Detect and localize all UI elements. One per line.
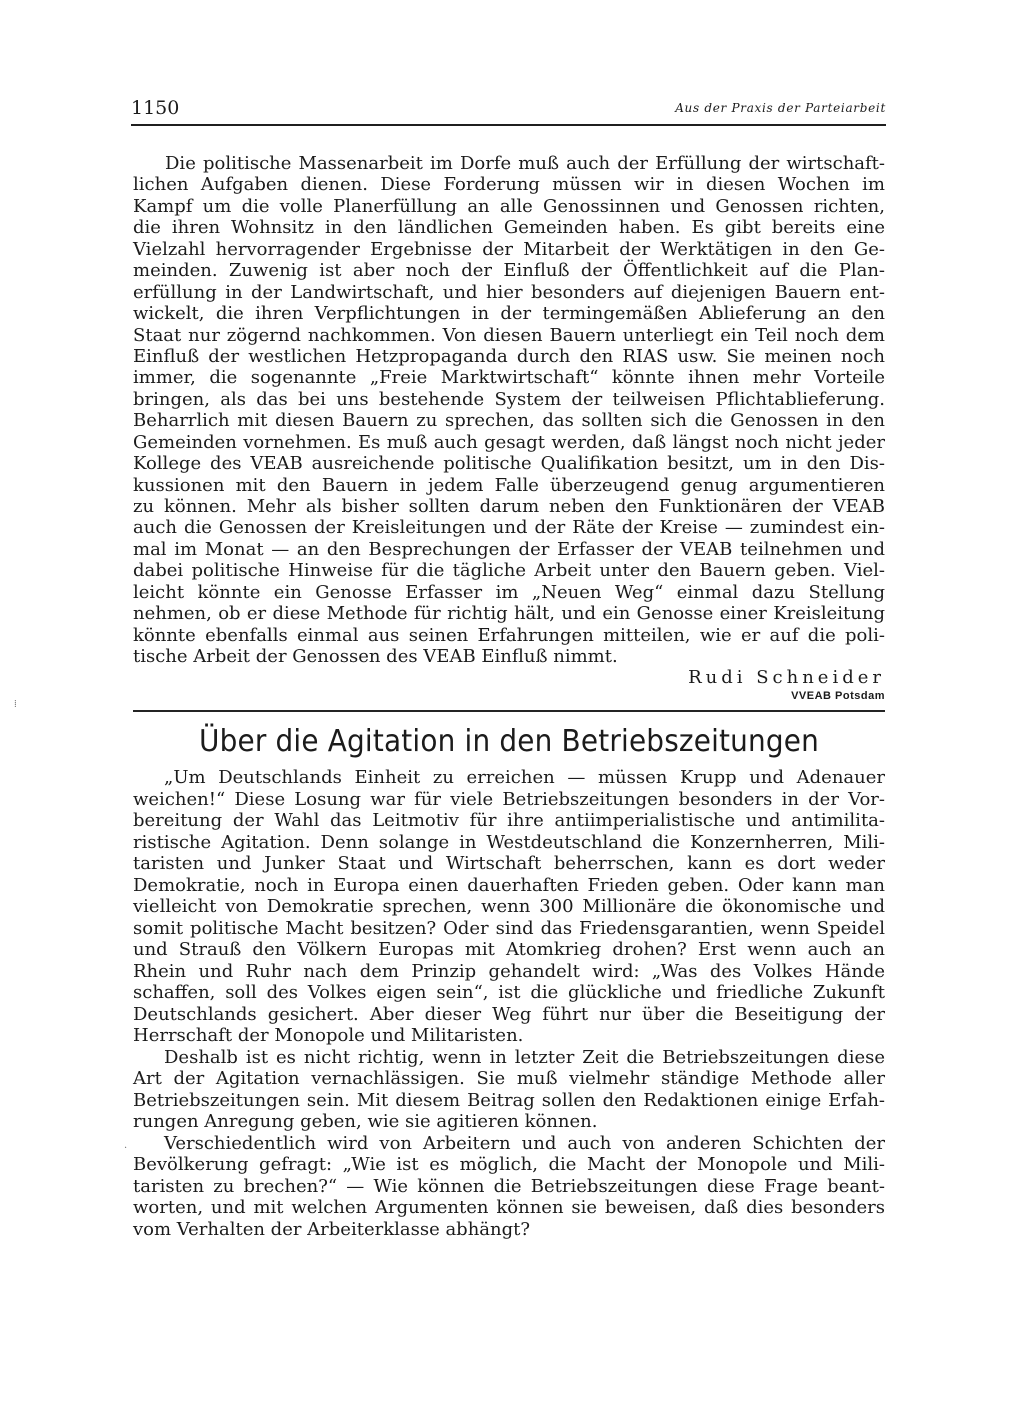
- paragraph-line: Art der Agitation vernachlässigen. Sie muß vielmehr ständige Methode aller: [133, 1068, 885, 1089]
- paragraph-line: Bevölkerung gefragt: „Wie ist es möglich, die Macht der Monopole und Mili-: [133, 1154, 885, 1175]
- paragraph-line: wickelt, die ihren Verpflichtungen in der termingemäßen Ablieferung an den: [133, 303, 885, 325]
- paragraph-line: Vielzahl hervorragender Ergebnisse der Mitarbeit der Werktätigen in den Ge-: [133, 238, 885, 260]
- paragraph-line: vielleicht von Demokratie sprechen, wenn 300 Millionäre die ökonomische und: [133, 896, 885, 917]
- paragraph-line: schaffen, soll des Volkes eigen sein“, ist die glückliche und friedliche Zukunft: [133, 982, 885, 1003]
- paragraph-line: meinden. Zuwenig ist aber noch der Einfluß der Öffentlichkeit auf die Plan-: [133, 260, 885, 282]
- section-divider: [133, 710, 885, 712]
- paragraph-line: kussionen mit den Bauern in jedem Falle überzeugend genug argumentieren: [133, 474, 885, 496]
- article-planerfuellung: [133, 153, 885, 668]
- paragraph-line: immer, die sogenannte „Freie Marktwirtschaft“ könnte ihnen mehr Vorteile: [133, 367, 885, 389]
- paragraph-line: auch die Genossen der Kreisleitungen und der Räte der Kreise — zumindest ein-: [133, 517, 885, 539]
- paragraph-line: Kampf um die volle Planerfüllung an alle Genossinnen und Genossen richten,: [133, 195, 885, 217]
- paragraph-line: leicht könnte ein Genosse Erfasser im „Neuen Weg“ einmal dazu Stellung: [133, 581, 885, 603]
- paragraph-line: bereitung der Wahl das Leitmotiv für ihre antiimperialistische und antimilita-: [133, 810, 885, 831]
- paragraph-line: Die politische Massenarbeit im Dorfe muß auch der Erfüllung der wirtschaft-: [165, 153, 885, 174]
- author-name: Rudi Schneider: [688, 667, 885, 688]
- paragraph-line: Kollege des VEAB ausreichende politische Qualifikation besitzt, um in den Dis-: [133, 453, 885, 475]
- paragraph-line: Verschiedentlich wird von Arbeitern und auch von anderen Schichten der: [164, 1132, 885, 1154]
- paragraph-line: Gemeinden vornehmen. Es muß auch gesagt werden, daß längst noch nicht jeder: [133, 431, 885, 453]
- paragraph-line: Einfluß der westlichen Hetzpropaganda durch den RIAS usw. Sie meinen noch: [133, 345, 885, 367]
- paragraph-line: dabei politische Hinweise für die tägliche Arbeit unter den Bauern geben. Viel-: [133, 560, 885, 582]
- paragraph-line: lichen Aufgaben dienen. Diese Forderung müssen wir in diesen Wochen im: [133, 174, 885, 196]
- article-headline: Über die Agitation in den Betriebszeitungen: [198, 724, 820, 759]
- page-number: 1150: [131, 97, 180, 119]
- paragraph-line: rungen Anregung geben, wie sie agitieren können.: [133, 1111, 598, 1132]
- paragraph-line: Herrschaft der Monopole und Militaristen.: [133, 1025, 524, 1046]
- paragraph-line: taristen zu brechen?“ — Wie können die Betriebszeitungen diese Frage beant-: [133, 1175, 885, 1197]
- paragraph-line: worten, und mit welchen Argumenten können sie beweisen, daß dies besonders: [133, 1197, 885, 1218]
- paragraph-line: und Strauß den Völkern Europas mit Atomkrieg drohen? Erst wenn auch an: [133, 939, 885, 960]
- paragraph-line: ristische Agitation. Denn solange in Westdeutschland die Konzernherren, Mili-: [133, 831, 885, 853]
- paragraph-line: könnte ebenfalls einmal aus seinen Erfahrungen mitteilen, wie er auf die poli-: [133, 624, 885, 646]
- paragraph-line: Rhein und Ruhr nach dem Prinzip gehandelt wird: „Was des Volkes Hände: [133, 960, 885, 982]
- paragraph-line: Demokratie, noch in Europa einen dauerhaften Frieden geben. Oder kann man: [133, 874, 885, 896]
- paragraph-line: nehmen, ob er diese Methode für richtig hält, und ein Genosse einer Kreisleitung: [133, 603, 885, 625]
- paragraph-line: taristen und Junker Staat und Wirtschaft beherrschen, kann es dort weder: [133, 853, 885, 874]
- paragraph-line: weichen!“ Diese Losung war für viele Betriebszeitungen besonders in der Vor-: [133, 788, 885, 810]
- paragraph-line: Deutschlands gesichert. Aber dieser Weg führt nur über die Beseitigung der: [133, 1003, 885, 1025]
- article-agitation: [133, 767, 885, 1240]
- paragraph-line: erfüllung in der Landwirtschaft, und hier besonders auf diejenigen Bauern ent-: [133, 281, 885, 303]
- paragraph-line: Beharrlich mit diesen Bauern zu sprechen, das sollten sich die Genossen in den: [133, 410, 885, 432]
- paragraph-line: die ihren Wohnsitz in den ländlichen Gemeinden haben. Es gibt bereits eine: [133, 217, 885, 239]
- scan-mark: ⁞: [14, 699, 17, 710]
- paragraph-line: Betriebszeitungen sein. Mit diesem Beitrag sollen den Redaktionen einige Erfah-: [133, 1089, 885, 1111]
- signature: [665, 667, 885, 704]
- paragraph-line: bringen, als das bei uns bestehende System der teilweisen Pflichtablieferung.: [133, 388, 885, 410]
- scan-mark: ·: [124, 1143, 128, 1154]
- paragraph-line: zu können. Mehr als bisher sollten darum neben den Funktionären der VEAB: [133, 496, 885, 517]
- paragraph-line: vom Verhalten der Arbeiterklasse abhängt?: [133, 1218, 531, 1240]
- running-head: Aus der Praxis der Parteiarbeit: [675, 101, 886, 115]
- paragraph-line: somit politische Macht besitzen? Oder sind das Friedensgarantien, wenn Speidel: [133, 917, 885, 939]
- paragraph-line: mal im Monat — an den Besprechungen der Erfasser der VEAB teilnehmen und: [133, 538, 885, 560]
- page-header: [131, 96, 886, 126]
- author-affiliation: VVEAB Potsdam: [791, 690, 885, 702]
- paragraph-line: Deshalb ist es nicht richtig, wenn in letzter Zeit die Betriebszeitungen diese: [164, 1046, 885, 1068]
- paragraph-line: tische Arbeit der Genossen des VEAB Einfluß nimmt.: [133, 646, 618, 668]
- paragraph-line: Staat nur zögernd nachkommen. Von diesen Bauern unterliegt ein Teil noch dem: [133, 324, 885, 346]
- paragraph-line: „Um Deutschlands Einheit zu erreichen — müssen Krupp und Adenauer: [164, 767, 885, 788]
